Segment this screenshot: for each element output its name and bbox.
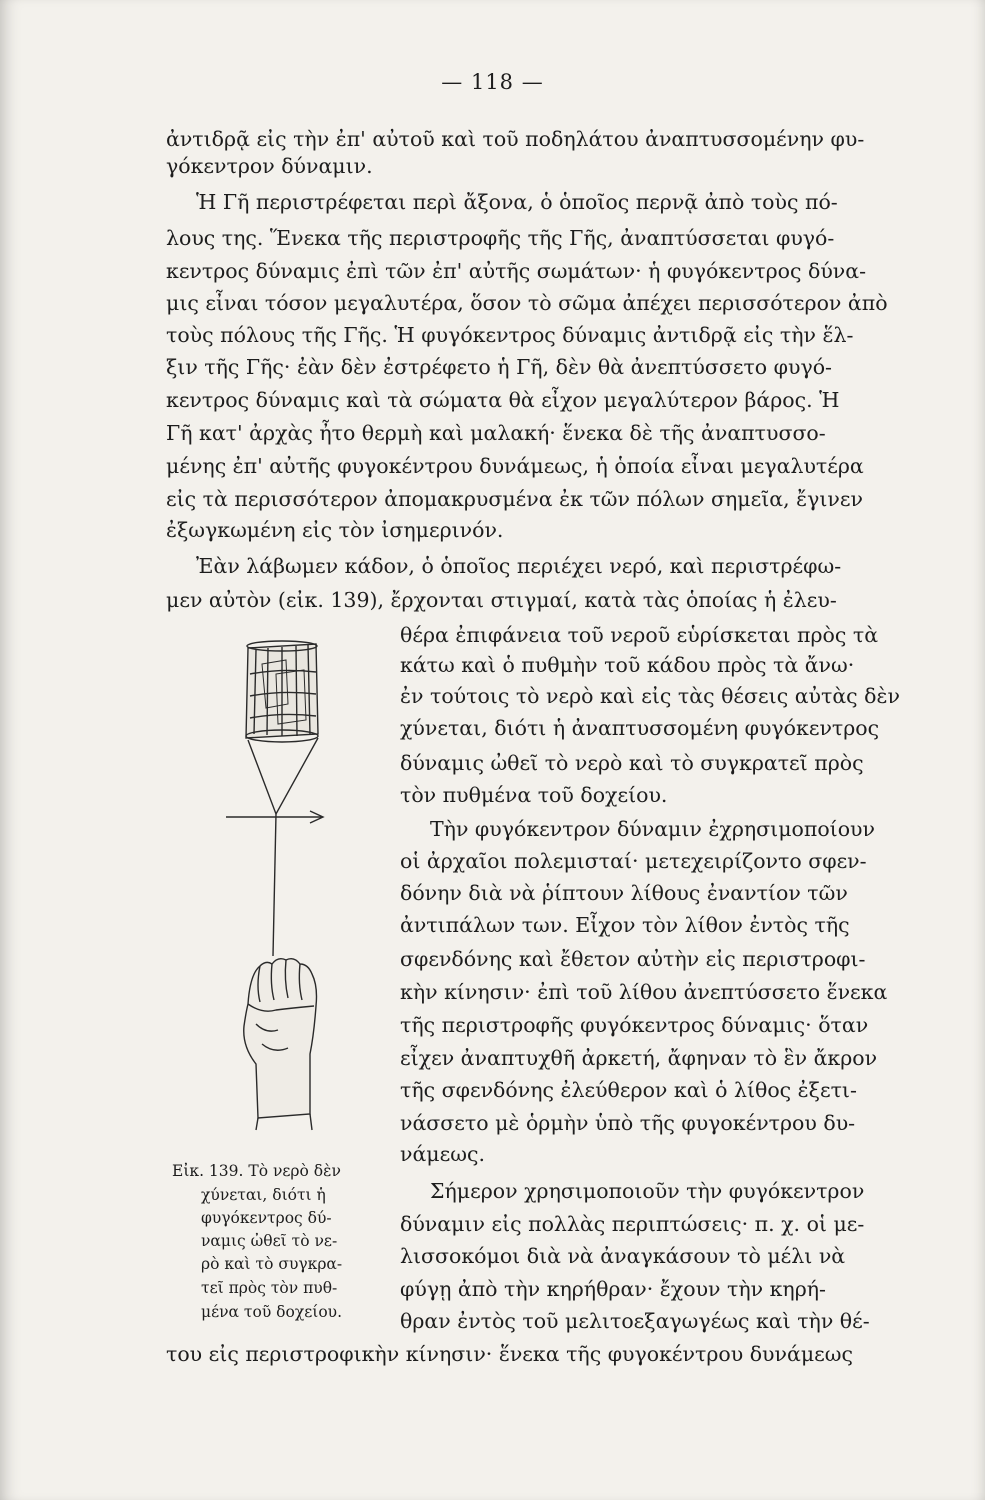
text-line: κεντρος δύναμις καὶ τὰ σώματα θὰ εἶχον μεγαλύτερον βάρος. Ἡ: [166, 388, 840, 412]
text-line: εἶχεν ἀναπτυχθῆ ἀρκετή, ἄφηναν τὸ ἓν ἄκρον: [400, 1046, 878, 1070]
text-line: ξιν τῆς Γῆς· ἐὰν δὲν ἐστρέφετο ἡ Γῆ, δὲν θὰ ἀνεπτύσσετο φυγό-: [166, 355, 832, 379]
text-line: δύναμιν εἰς πολλὰς περιπτώσεις· π. χ. οἱ με-: [400, 1212, 865, 1236]
text-line: θραν ἐντὸς τοῦ μελιτοεξαγωγέως καὶ τὴν θέ-: [400, 1309, 870, 1333]
text-line: δύναμις ὠθεῖ τὸ νερὸ καὶ τὸ συγκρατεῖ πρὸς: [400, 751, 864, 775]
text-line: θέρα ἐπιφάνεια τοῦ νεροῦ εὑρίσκεται πρὸς τὰ: [400, 623, 879, 647]
figure-caption-line: μένα τοῦ δοχείου.: [201, 1303, 343, 1321]
text-line: τῆς σφενδόνης ἐλεύθερον καὶ ὁ λίθος ἐξετι-: [400, 1078, 857, 1102]
figure-caption-line: φυγόκεντρος δύ-: [201, 1209, 332, 1227]
text-line: χύνεται, διότι ἡ ἀναπτυσσομένη φυγόκεντρος: [400, 716, 880, 740]
text-line: κάτω καὶ ὁ πυθμὴν τοῦ κάδου πρὸς τὰ ἄνω·: [400, 653, 855, 677]
rope-line: [273, 814, 276, 956]
figure-caption-line: τεῖ πρὸς τὸν πυθ-: [201, 1279, 338, 1297]
text-line: τῆς περιστροφῆς φυγόκεντρος δύναμις· ὅταν: [400, 1013, 869, 1037]
text-line: ἐξωγκωμένη εἰς τὸν ἰσημερινόν.: [166, 518, 504, 542]
text-line: ἀντιδρᾷ εἰς τὴν ἐπ' αὐτοῦ καὶ τοῦ ποδηλάτου ἀναπτυσσομένην φυ-: [166, 127, 865, 151]
rotation-axis-arrow: [226, 811, 323, 823]
text-line: σφενδόνης καὶ ἔθετον αὐτὴν εἰς περιστροφι-: [400, 947, 866, 971]
text-line: λους της. Ἕνεκα τῆς περιστροφῆς τῆς Γῆς, ἀναπτύσσεται φυγό-: [166, 226, 835, 250]
text-line: του εἰς περιστροφικὴν κίνησιν· ἕνεκα τῆς φυγοκέντρου δυνάμεως: [166, 1342, 853, 1366]
text-line: νάσσετο μὲ ὁρμὴν ὑπὸ τῆς φυγοκέντρου δυ-: [400, 1111, 856, 1135]
text-line: κὴν κίνησιν· ἐπὶ τοῦ λίθου ἀνεπτύσσετο ἕνεκα: [400, 980, 888, 1004]
page-number: — 118 —: [441, 70, 544, 94]
text-line: κεντρος δύναμις ἐπὶ τῶν ἐπ' αὐτῆς σωμάτων· ἡ φυγόκεντρος δύνα-: [166, 259, 867, 283]
figure-139-illustration: [226, 634, 336, 1134]
figure-caption-line: χύνεται, διότι ἡ: [201, 1186, 326, 1204]
bucket-illustration: [246, 641, 318, 742]
text-line: νάμεως.: [400, 1142, 485, 1166]
text-line: Τὴν φυγόκεντρον δύναμιν ἐχρησιμοποίουν: [430, 817, 875, 841]
text-line: εἰς τὰ περισσότερον ἀπομακρυσμένα ἐκ τῶν πόλων σημεῖα, ἔγινεν: [166, 487, 863, 511]
figure-caption-line: ρὸ καὶ τὸ συγκρα-: [201, 1255, 343, 1273]
figure-caption-line: Εἰκ. 139. Τὸ νερὸ δὲν: [172, 1162, 341, 1180]
text-line: Ἡ Γῆ περιστρέφεται περὶ ἄξονα, ὁ ὁποῖος περνᾷ ἀπὸ τοὺς πό-: [196, 190, 838, 214]
text-line: Ἐὰν λάβωμεν κάδον, ὁ ὁποῖος περιέχει νερό, καὶ περιστρέφω-: [196, 554, 842, 578]
text-line: Γῆ κατ' ἀρχὰς ἦτο θερμὴ καὶ μαλακή· ἕνεκα δὲ τῆς ἀναπτυσσο-: [166, 421, 826, 445]
text-line: τὸν πυθμένα τοῦ δοχείου.: [400, 783, 668, 807]
text-line: μις εἶναι τόσον μεγαλυτέρα, ὅσον τὸ σῶμα ἀπέχει περισσότερον ἀπὸ: [166, 291, 888, 315]
text-line: λισσοκόμοι διὰ νὰ ἀναγκάσουν τὸ μέλι νὰ: [400, 1244, 846, 1268]
figure-caption-line: ναμις ὠθεῖ τὸ νε-: [201, 1232, 338, 1250]
text-line: οἱ ἀρχαῖοι πολεμισταί· μετεχειρίζοντο σφεν-: [400, 849, 867, 873]
text-line: δόνην διὰ νὰ ῥίπτουν λίθους ἐναντίον τῶν: [400, 881, 848, 905]
hand-illustration: [244, 959, 317, 1130]
text-line: ἐν τούτοις τὸ νερὸ καὶ εἰς τὰς θέσεις αὐτὰς δὲν: [400, 684, 900, 708]
text-line: ἀντιπάλων των. Εἶχον τὸν λίθον ἐντὸς τῆς: [400, 913, 850, 937]
handle-cords: [248, 738, 318, 814]
text-line: Σήμερον χρησιμοποιοῦν τὴν φυγόκεντρον: [430, 1179, 865, 1203]
text-line: μένης ἐπ' αὐτῆς φυγοκέντρου δυνάμεως, ἡ ὁποία εἶναι μεγαλυτέρα: [166, 454, 864, 478]
text-line: γόκεντρον δύναμιν.: [166, 154, 373, 178]
text-line: μεν αὐτὸν (εἰκ. 139), ἔρχονται στιγμαί, κατὰ τὰς ὁποίας ἡ ἐλευ-: [166, 588, 837, 612]
text-line: φύγῃ ἀπὸ τὴν κηρήθραν· ἔχουν τὴν κηρή-: [400, 1277, 826, 1301]
text-line: τοὺς πόλους τῆς Γῆς. Ἡ φυγόκεντρος δύναμις ἀντιδρᾷ εἰς τὴν ἕλ-: [166, 323, 854, 347]
